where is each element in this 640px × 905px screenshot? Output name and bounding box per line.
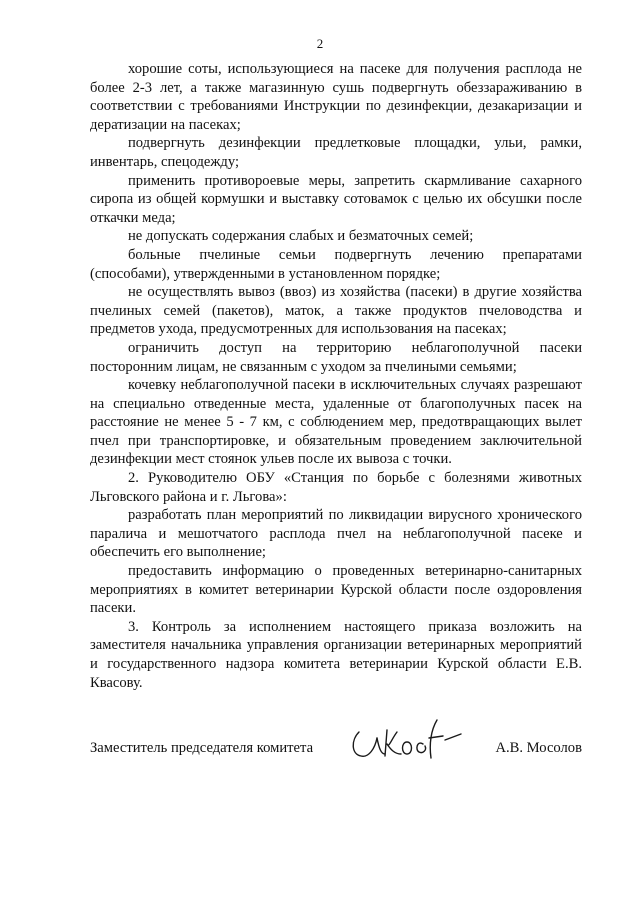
signatory-title: Заместитель председателя комитета (90, 740, 314, 756)
paragraph-equipment-disinfection: подвергнуть дезинфекции предлетковые площадки, ульи, рамки, инвентарь, спецодежду; (90, 135, 582, 170)
handwritten-signature-icon (345, 710, 465, 770)
paragraph-treatment: больные пчелиные семьи подвергнуть лечению препаратами (способами), утвержденными в установленном порядке; (90, 246, 582, 282)
paragraph-report: предоставить информацию о проведенных ветеринарно-санитарных мероприятиях в комитет ветеринарии Курской области после оздоровления пасеки. (90, 563, 582, 617)
paragraph-honeycomb-disinfection: хорошие соты, использующиеся на пасеке для получения расплода не более 2-3 лет, а также магазинную сушь подвергнуть обеззараживанию в соответствии с требованиями Инструкции по дезинфекции, дезакаризации и дератизации на пасеках; (90, 61, 582, 133)
signature-block (90, 732, 582, 762)
paragraph-action-plan: разработать план мероприятий по ликвидации вирусного хронического паралича и мешотчатого расплода пчел на неблагополучной пасеке и обеспечить его выполнение; (90, 507, 582, 561)
signatory-name: А.В. Мосолов (495, 740, 582, 756)
paragraph-weak-colonies: не допускать содержания слабых и безматочных семей; (128, 228, 474, 245)
paragraph-anti-swarming: применить противороевые меры, запретить скармливание сахарного сиропа из общей кормушки и выставку сотовамок с целью их обсушки после откачки меда; (90, 172, 582, 226)
paragraph-item-2: 2. Руководителю ОБУ «Станция по борьбе с болезнями животных Льговского района и г. Льгова»: (90, 470, 582, 505)
paragraph-item-3-control: 3. Контроль за исполнением настоящего приказа возложить на заместителя начальника управления организации ветеринарных мероприятий и государственного надзора комитета ветеринарии Курской области Е.В. Квасову. (90, 618, 582, 691)
paragraph-access-restriction: ограничить доступ на территорию неблагополучной пасеки посторонним лицам, не связанным с уходом за пчелиными семьями; (90, 339, 582, 375)
document-body (90, 60, 582, 692)
paragraph-transport-ban: не осуществлять вывоз (ввоз) из хозяйства (пасеки) в другие хозяйства пчелиных семей (пакетов), маток, а также продуктов пчеловодства и предметов ухода, предусмотренных для использования на пасеках; (90, 284, 582, 338)
paragraph-migration: кочевку неблагополучной пасеки в исключительных случаях разрешают на специально отведенные места, удаленные от благополучных пасек на расстояние не менее 5 - 7 км, с соблюдением мер, предотвращающих вылет пчел при транспортировке, и обязательным проведением заключительной дезинфекции мест стоянок ульев после их вывоза с точки. (90, 377, 582, 468)
page-number: 2 (316, 36, 324, 51)
